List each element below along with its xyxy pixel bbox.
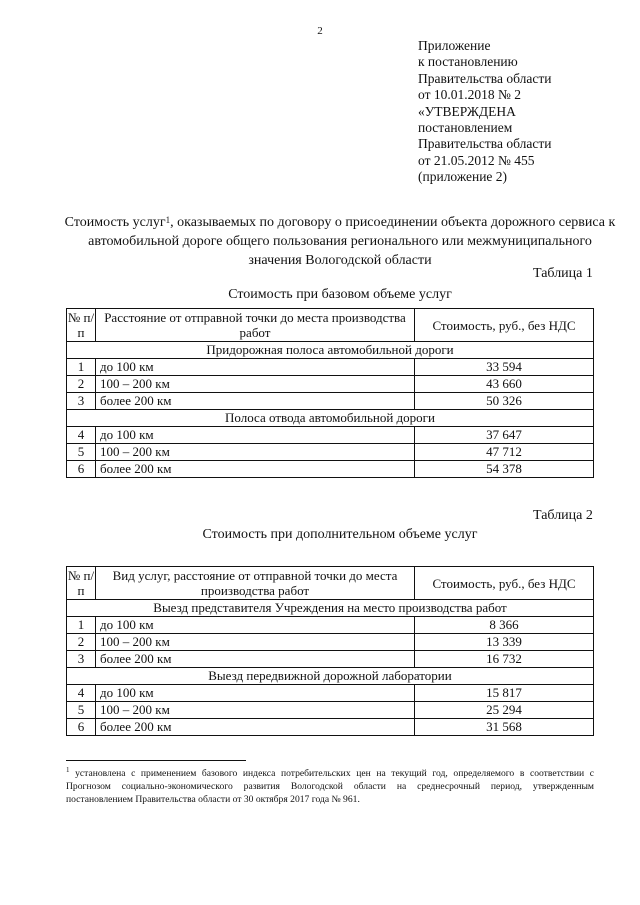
appendix-line: Правительства области	[418, 136, 552, 152]
row-num: 1	[67, 617, 96, 634]
table-row	[67, 634, 594, 651]
row-cost: 15 817	[415, 685, 594, 702]
row-desc: 100 – 200 км	[96, 702, 415, 719]
appendix-line: к постановлению	[418, 54, 518, 70]
section-title: Придорожная полоса автомобильной дороги	[67, 342, 594, 359]
row-cost: 13 339	[415, 634, 594, 651]
row-cost: 37 647	[415, 427, 594, 444]
section-row	[67, 410, 594, 427]
table1	[66, 308, 594, 478]
table-row	[67, 393, 594, 410]
appendix-line: (приложение 2)	[418, 169, 508, 185]
table1-caption: Стоимость при базовом объеме услуг	[228, 287, 452, 302]
section-title: Выезд представителя Учреждения на место производства работ	[67, 600, 594, 617]
page-number: 2	[317, 25, 323, 37]
table-row	[67, 651, 594, 668]
row-cost: 50 326	[415, 393, 594, 410]
table-row	[67, 702, 594, 719]
document-title	[60, 213, 620, 270]
appendix-line: Правительства области	[418, 70, 552, 86]
row-desc: до 100 км	[96, 617, 415, 634]
row-desc: до 100 км	[96, 359, 415, 376]
row-cost: 25 294	[415, 702, 594, 719]
row-cost: 54 378	[415, 461, 594, 478]
table-row	[67, 359, 594, 376]
row-desc: 100 – 200 км	[96, 376, 415, 393]
section-row	[67, 600, 594, 617]
row-num: 3	[67, 393, 96, 410]
row-num: 3	[67, 651, 96, 668]
row-num: 6	[67, 719, 96, 736]
table2-caption: Стоимость при дополнительном объеме услуг	[202, 527, 478, 542]
header-num: № п/п	[67, 568, 95, 598]
table-row	[67, 685, 594, 702]
header-num: № п/п	[67, 310, 95, 340]
row-cost: 8 366	[415, 617, 594, 634]
table-header-row	[67, 309, 594, 342]
appendix-line: от 10.01.2018 № 2	[418, 87, 521, 103]
row-desc: 100 – 200 км	[96, 444, 415, 461]
row-cost: 33 594	[415, 359, 594, 376]
header-desc: Расстояние от отправной точки до места производства работ	[96, 309, 415, 342]
header-cost: Стоимость, руб., без НДС	[415, 309, 594, 342]
row-desc: 100 – 200 км	[96, 634, 415, 651]
row-num: 2	[67, 634, 96, 651]
footnote-reference[interactable]: 1	[165, 215, 171, 225]
table-row	[67, 617, 594, 634]
footnote-divider	[66, 760, 246, 761]
row-desc: до 100 км	[96, 427, 415, 444]
row-num: 2	[67, 376, 96, 393]
row-num: 5	[67, 444, 96, 461]
row-num: 4	[67, 685, 96, 702]
row-desc: более 200 км	[96, 461, 415, 478]
footnote	[66, 764, 594, 806]
table2	[66, 566, 594, 736]
table-row	[67, 719, 594, 736]
table-row	[67, 461, 594, 478]
appendix-line: от 21.05.2012 № 455	[418, 152, 535, 168]
table2-label: Таблица 2	[533, 508, 593, 523]
row-desc: более 200 км	[96, 651, 415, 668]
row-cost: 31 568	[415, 719, 594, 736]
section-title: Полоса отвода автомобильной дороги	[67, 410, 594, 427]
section-title: Выезд передвижной дорожной лаборатории	[67, 668, 594, 685]
row-desc: до 100 км	[96, 685, 415, 702]
section-row	[67, 342, 594, 359]
header-desc: Вид услуг, расстояние от отправной точки до места производства работ	[96, 567, 415, 600]
row-desc: более 200 км	[96, 719, 415, 736]
appendix-block	[418, 38, 551, 186]
title-text-continued: , оказываемых по договору о присоединении объекта дорожного сервиса к автомобильной дороге общего пользования регионального или межмуниципального значения Вологодской области	[88, 215, 616, 268]
row-num: 5	[67, 702, 96, 719]
row-cost: 47 712	[415, 444, 594, 461]
row-num: 1	[67, 359, 96, 376]
title-text: Стоимость услуг	[64, 215, 166, 230]
table-row	[67, 376, 594, 393]
row-cost: 16 732	[415, 651, 594, 668]
appendix-line: «УТВЕРЖДЕНА	[418, 103, 516, 119]
section-row	[67, 668, 594, 685]
table-header-row	[67, 567, 594, 600]
table1-label: Таблица 1	[533, 266, 593, 281]
table-row	[67, 427, 594, 444]
row-desc: более 200 км	[96, 393, 415, 410]
appendix-line: Приложение	[418, 38, 491, 53]
footnote-mark: 1	[66, 766, 70, 774]
row-num: 6	[67, 461, 96, 478]
row-cost: 43 660	[415, 376, 594, 393]
appendix-line: постановлением	[418, 120, 513, 136]
header-cost: Стоимость, руб., без НДС	[415, 567, 594, 600]
table-row	[67, 444, 594, 461]
row-num: 4	[67, 427, 96, 444]
footnote-text: установлена с применением базового индекса потребительских цен на текущий год, определяемого в соответствии с Прогнозом социально-экономического развития Вологодской области на среднесрочный период, утвержденным постановлением Правительства области от 30 октября 2017 года № 961.	[66, 768, 594, 806]
